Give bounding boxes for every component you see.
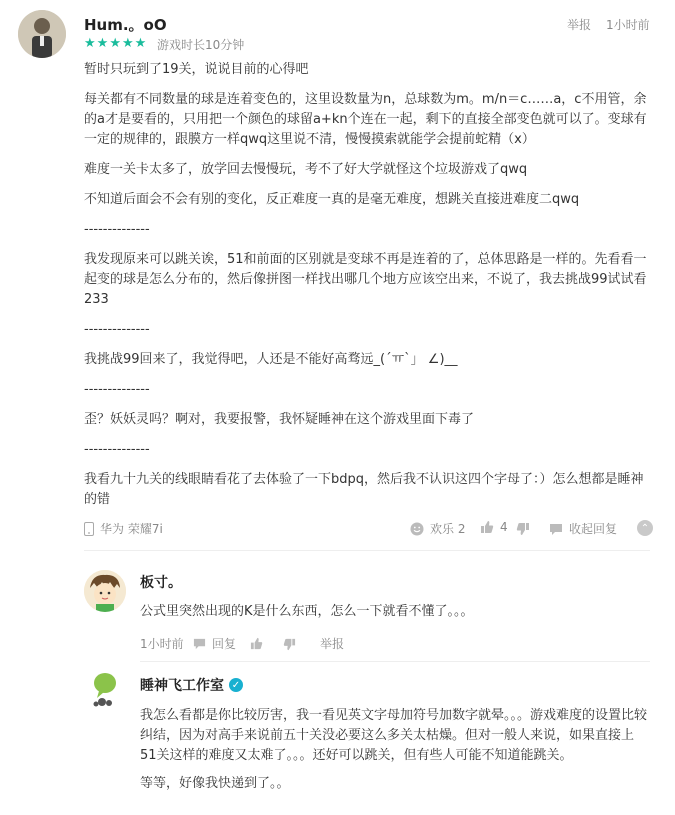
divider [84,550,650,551]
device-info [84,520,163,537]
review-paragraph: 我挑战99回来了，我觉得吧，人还是不能好高骛远_(´ㅠ`」 ∠)__ [84,352,458,367]
review-paragraph: 不知道后面会不会有别的变化，反正难度一真的是毫无难度，想跳关直接进难度二qwq [84,192,580,207]
verified-icon: ✓ [229,678,243,692]
star-icon: ★ [109,36,121,51]
user-avatar[interactable] [18,10,66,58]
review-paragraph: 难度一关卡太多了，放学回去慢慢玩，考不了好大学就怪这个垃圾游戏了qwq [84,162,528,177]
reply-text: 等等，好像我快递到了。。 [140,776,290,791]
phone-icon [84,522,94,536]
reply-avatar[interactable] [84,570,126,612]
developer-avatar[interactable] [84,668,126,710]
rating-stars [84,37,146,51]
collapse-replies-button[interactable] [549,520,617,537]
star-icon: ★ [84,36,96,51]
review-paragraph: 歪？妖妖灵吗？啊对，我要报警，我怀疑睡神在这个游戏里面下毒了 [84,412,475,427]
review-paragraph: 每关都有不同数量的球是连着变色的，这里设数量为n，总球数为m。m/n＝c……a，c不用管，余的a才是要看的，只用把一个颜色的球留a+kn个连在一起，剩下的直接全部变色就可以了。变球有一定的规律的，跟膜方一样qwq这里说不清，慢慢摸索就能学会提前蛇精（x） [84,92,647,147]
comment-icon [549,522,563,536]
divider-text: -------------- [84,222,150,237]
reply-button[interactable] [193,635,236,652]
divider-text: -------------- [84,442,150,457]
star-icon: ★ [121,36,134,51]
smiley-icon [410,522,424,536]
review-time: 1小时前 [606,18,650,32]
divider-text: -------------- [84,382,150,397]
reply-avatar-image [84,570,126,612]
developer-reply-body [140,706,650,794]
review-body [84,60,650,510]
chevron-up-icon[interactable]: ⌃ [637,520,653,536]
star-icon: ★ [134,36,147,51]
user-avatar-image [18,10,66,58]
thumbs-down-icon [283,638,296,651]
review-paragraph: 我发现原来可以跳关诶，51和前面的区别就是变球不再是连着的了，总体思路是一样的。先看看一起变的球是怎么分布的，然后像拼图一样找出哪几个地方应该空出来，不说了，我去挑战99试试看233 [84,252,647,307]
star-icon: ★ [96,36,109,51]
reply-dislike-button[interactable] [283,636,296,655]
report-link[interactable]: 举报 [567,18,592,32]
thumbs-down-icon [516,522,530,536]
funny-button[interactable] [410,520,465,537]
thumbs-up-icon [250,637,263,650]
device-name: 华为 荣耀7i [100,522,163,536]
funny-count: 欢乐 2 [430,522,466,536]
reply-text: 公式里突然出现的K是什么东西，怎么一下就看不懂了。。。 [140,604,474,619]
review-username[interactable]: Hum.。oO [84,16,167,34]
reply-report-link[interactable]: 举报 [320,637,345,651]
dislike-button[interactable] [516,521,530,540]
collapse-replies-label: 收起回复 [569,522,618,536]
playtime: 游戏时长10分钟 [157,38,245,52]
like-button[interactable] [480,520,508,534]
divider-text: -------------- [84,322,150,337]
developer-name-row [140,675,243,695]
reply-time: 1小时前 [140,637,184,651]
comment-icon [193,637,206,650]
developer-logo [84,668,126,710]
like-count: 4 [500,520,508,534]
review-paragraph: 暂时只玩到了19关，说说目前的心得吧 [84,62,309,77]
divider [140,661,650,662]
thumbs-up-icon [480,520,494,534]
reply-username[interactable]: 板寸。 [140,575,182,591]
reply-like-button[interactable] [250,635,263,654]
review-paragraph: 我看九十九关的线眼睛看花了去体验了一下bdpq，然后我不认识这四个字母了：）怎么想都是睡神的错 [84,472,644,507]
developer-username[interactable]: 睡神飞工作室 [140,678,224,694]
reply-button-label: 回复 [212,637,237,651]
reply-text: 我怎么看都是你比较厉害，我一看见英文字母加符号加数字就晕。。。游戏难度的设置比较纠结，因为对高手来说前五十关没必要这么多关太枯燥。但对一般人来说，如果直接上51关这样的难度又太难了。。。还好可以跳关，但有些人可能不知道能跳关。 [140,708,648,763]
